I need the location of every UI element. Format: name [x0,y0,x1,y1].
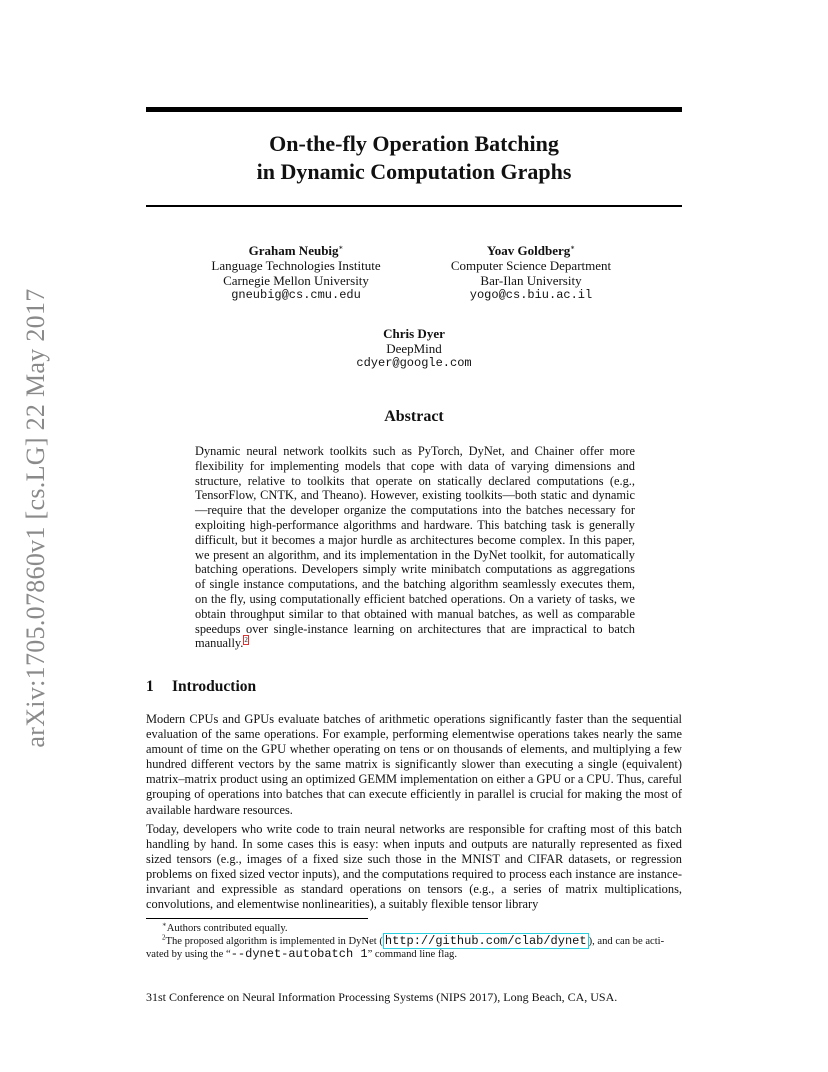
footnote-text: Authors contributed equally. [166,923,288,934]
title-line-2: in Dynamic Computation Graphs [256,159,572,184]
author-goldberg [426,243,636,303]
title-line-1: On-the-fly Operation Batching [269,131,559,156]
author-name: Yoav Goldberg [486,243,571,258]
conference-footer: 31st Conference on Neural Information Processing Systems (NIPS 2017), Long Beach, CA, USA. [146,990,618,1004]
author-affiliation: DeepMind [386,341,442,356]
intro-paragraph-1: Modern CPUs and GPUs evaluate batches of arithmetic operations significantly faster than the sequential evaluation of the same operations. For example, performing elementwise operations takes nearly the same amount of time on the GPU whether operating on tens or on thousands of elements, and multiplying a few hundred different vectors by the same matrix is significantly slower than executing a single (equivalent) matrix–matrix product using an optimized GEMM implementation on either a GPU or a CPU. Thus, careful grouping of operations into batches that can execute efficiently in parallel is crucial for making the most of available hardware resources. [146,712,682,817]
section-number: 1 [146,678,154,695]
author-affiliation: Computer Science Department [450,258,612,273]
abstract-text: Dynamic neural network toolkits such as PyTorch, DyNet, and Chainer offer more flexibility for implementing models that cope with data of varying dimensions and structure, relative to toolkits that operate on statically declared computations (e.g., TensorFlow, CNTK, and Theano). However, existing toolkits—both static and dynamic—require that the developer organize the computations into the batches necessary for exploiting high-performance algorithms and hardware. This batching task is generally difficult, but it becomes a major hurdle as architectures become complex. In this paper, we present an algorithm, and its implementation in the DyNet toolkit, for automatically batching operations. Developers simply write minibatch computations as aggregations of single instance computations, and the batching algorithm seamlessly executes them, on the fly, using computationally efficient batched operations. On a variety of tasks, we obtain throughput similar to that obtained with manual batches, as well as comparable speedups over single-instance learning on architectures that are impractical to batch manually. [195,444,635,651]
author-email: cdyer@google.com [356,356,472,370]
footnote-text: ” command line flag. [367,949,457,960]
footnote-text: ), and can be acti-vated by using the “ [146,936,665,960]
footnote-text: The proposed algorithm is implemented in DyNet ( [165,936,383,947]
paper-title [146,130,682,186]
arxiv-stamp [16,278,56,758]
author-institution: Carnegie Mellon University [223,273,369,288]
footnote-2 [146,935,682,961]
author-name: Chris Dyer [383,326,445,341]
author-dyer [314,326,514,371]
footnote-rule [146,918,368,919]
footnote-mark: 2 [162,933,166,942]
arxiv-stamp-text: arXiv:1705.07860v1 [cs.LG] 22 May 2017 [21,288,50,748]
title-top-rule [146,107,682,112]
author-affiliation: Language Technologies Institute [211,258,381,273]
intro-paragraph-2: Today, developers who write code to train neural networks are responsible for crafting most of this batch handling by hand. In some cases this is easy: when inputs and outputs are naturally represented as fixed sized tensors (e.g., images of a fixed size such those in the MNIST and CIFAR datasets, or regression problems on fixed sized vector inputs), and the computations required to process each instance are instance-invariant and expressible as standard operations on tensors (e.g., a series of matrix multiplications, convolutions, and elementwise nonlinearities), a suitably flexible tensor library [146,822,682,912]
footnote-mark: ∗ [162,920,167,929]
footnotes [146,922,682,961]
section-title: Introduction [172,678,257,695]
author-email: gneubig@cs.cmu.edu [231,288,361,302]
author-institution: Bar-Ilan University [480,273,582,288]
section-heading-introduction [146,678,256,696]
author-name: Graham Neubig [248,243,339,258]
author-neubig [196,243,396,303]
author-email: yogo@cs.biu.ac.il [469,288,593,302]
footnote-ref-link[interactable]: 2 [244,636,248,645]
command-flag-code: --dynet-autobatch 1 [230,947,368,961]
equal-contribution-mark: ∗ [570,243,576,252]
abstract-body [195,444,635,651]
abstract-heading: Abstract [384,408,444,425]
title-bottom-rule [146,205,682,207]
dynet-github-link[interactable]: http://github.com/clab/dynet [384,934,587,948]
equal-contribution-mark: ∗ [338,243,344,252]
